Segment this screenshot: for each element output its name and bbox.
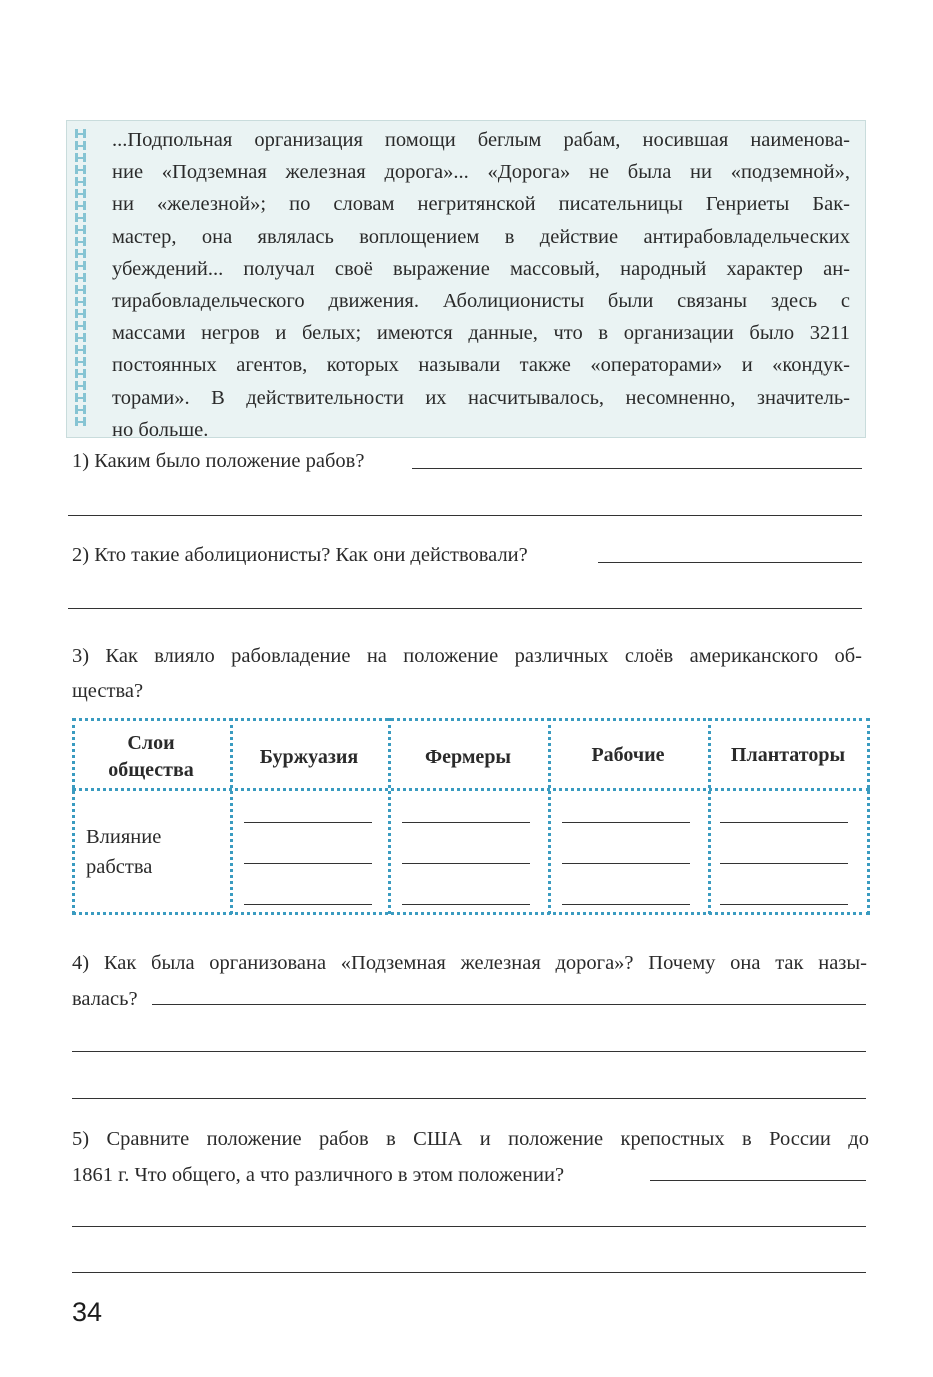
answer-line-4a[interactable] bbox=[152, 1004, 866, 1005]
question-3-line-1: 3) Как влияло рабовладение на положение различных слоёв американского об- bbox=[72, 645, 862, 667]
answer-line-5c[interactable] bbox=[72, 1272, 866, 1273]
answer-line-4b[interactable] bbox=[72, 1051, 866, 1052]
cell-answer-line[interactable] bbox=[562, 822, 690, 823]
row-label-line2: рабства bbox=[86, 856, 153, 878]
cell-answer-line[interactable] bbox=[402, 822, 530, 823]
header-planters: Плантаторы bbox=[730, 744, 846, 766]
table-border-bottom bbox=[72, 912, 870, 915]
quote-line: торами». В действительности их насчитывалось, несомненно, значитель- bbox=[112, 386, 850, 409]
header-farmers: Фермеры bbox=[424, 746, 512, 768]
quote-line: постоянных агентов, которых называли также «операторами» и «кондук- bbox=[112, 354, 850, 377]
question-3-line-2: щества? bbox=[72, 680, 144, 702]
page-number: 34 bbox=[72, 1297, 103, 1327]
header-workers: Рабочие bbox=[591, 744, 665, 766]
quote-line: убеждений... получал своё выражение массовый, народный характер ан- bbox=[112, 257, 850, 280]
row-label-line1: Влияние bbox=[86, 826, 162, 848]
quote-text bbox=[112, 124, 850, 446]
cell-answer-line[interactable] bbox=[402, 863, 530, 864]
answer-line-2a[interactable] bbox=[598, 562, 862, 563]
quote-box bbox=[66, 120, 866, 441]
header-layers-line2: общества bbox=[108, 759, 194, 781]
cell-answer-line[interactable] bbox=[244, 904, 372, 905]
quote-line: ...Подпольная организация помощи беглым рабам, носившая наименова- bbox=[112, 129, 850, 151]
row-label bbox=[86, 822, 161, 882]
society-layers-table bbox=[72, 718, 870, 914]
header-bourgeoisie: Буржуазия bbox=[259, 746, 359, 768]
question-5-line-2: 1861 г. Что общего, а что различного в этом положении? bbox=[72, 1164, 565, 1186]
header-layers-line1: Слои bbox=[127, 732, 175, 754]
answer-line-5b[interactable] bbox=[72, 1226, 866, 1227]
question-5-line-1: 5) Сравните положение рабов в США и положение крепостных в России до bbox=[72, 1128, 869, 1150]
question-2: 2) Кто такие аболиционисты? Как они действовали? bbox=[72, 544, 528, 566]
cell-answer-line[interactable] bbox=[244, 822, 372, 823]
answer-line-2b[interactable] bbox=[68, 608, 862, 609]
quote-line: тирабовладельческого движения. Аболиционисты были связаны здесь с bbox=[112, 289, 850, 312]
answer-line-5a[interactable] bbox=[650, 1180, 866, 1181]
cell-answer-line[interactable] bbox=[562, 904, 690, 905]
header-layers bbox=[72, 730, 230, 784]
cell-answer-line[interactable] bbox=[720, 863, 848, 864]
question-1: 1) Каким было положение рабов? bbox=[72, 450, 365, 472]
answer-line-1a[interactable] bbox=[412, 468, 862, 469]
answer-line-1b[interactable] bbox=[68, 515, 862, 516]
question-4-line-2: валась? bbox=[72, 988, 138, 1010]
quote-line: ние «Подземная железная дорога»... «Дорога» не была ни «подземной», bbox=[112, 161, 850, 184]
answer-line-4c[interactable] bbox=[72, 1098, 866, 1099]
table-border-top bbox=[72, 718, 870, 721]
quote-line: мастер, она являлась воплощением в действие антирабовладельческих bbox=[112, 225, 850, 248]
cell-answer-line[interactable] bbox=[720, 822, 848, 823]
table-header-divider bbox=[72, 788, 870, 791]
cell-answer-line[interactable] bbox=[562, 863, 690, 864]
quote-line: массами негров и белых; имеются данные, что в организации было 3211 bbox=[112, 322, 850, 345]
quote-line: но больше. bbox=[112, 418, 209, 441]
cell-answer-line[interactable] bbox=[402, 904, 530, 905]
question-4-line-1: 4) Как была организована «Подземная железная дорога»? Почему она так назы- bbox=[72, 952, 867, 974]
cell-answer-line[interactable] bbox=[720, 904, 848, 905]
quote-line: ни «железной»; по словам негритянской писательницы Генриеты Бак- bbox=[112, 193, 850, 216]
cell-answer-line[interactable] bbox=[244, 863, 372, 864]
decorative-chain-border bbox=[75, 129, 86, 429]
